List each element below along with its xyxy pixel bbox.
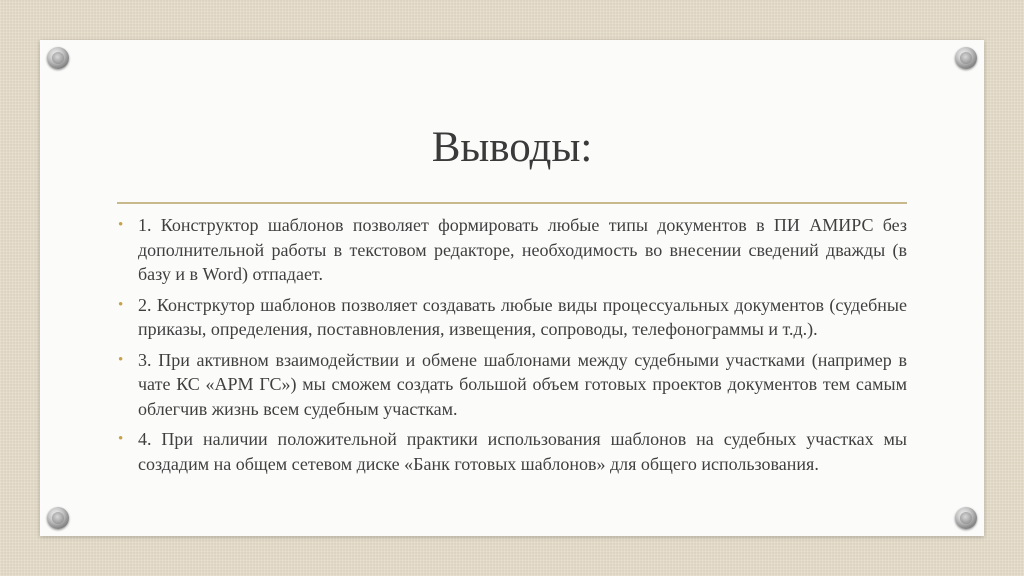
bullet-item-4: [118, 427, 907, 476]
slide-card: [40, 40, 984, 536]
bullet-text-3: 3. При активном взаимодействии и обмене шаблонами между судебными участками (например в чате КС «АРМ ГС») мы сможем создать большой объем готовых проектов документов тем самым облегчив жизнь всем судебным участкам.: [138, 349, 907, 419]
bullet-text-2: 2. Констркутор шаблонов позволяет создавать любые виды процессуальных документов (судебные приказы, определения, поставновления, извещения, сопроводы, телефонограммы и т.д.).: [138, 294, 907, 339]
bullet-dot-icon: •: [118, 217, 124, 233]
title-divider: [117, 202, 907, 204]
bullet-dot-icon: •: [118, 431, 124, 447]
bullet-item-3: [118, 348, 907, 422]
pin-bottom-right-icon: [955, 507, 977, 529]
bullet-text-1: 1. Конструктор шаблонов позволяет формировать любые типы документов в ПИ АМИРС без дополнительной работы в текстовом редакторе, необходимость во внесении сведений дважды (в базу и в Word) отпадает.: [138, 215, 907, 284]
pin-bottom-left-icon: [47, 507, 69, 529]
bullet-text-4: 4. При наличии положительной практики использования шаблонов на судебных участках мы создадим на общем сетевом диске «Банк готовых шаблонов» для общего использования.: [138, 429, 907, 474]
pin-top-right-icon: [955, 47, 977, 69]
bullet-list: [118, 213, 907, 482]
bullet-dot-icon: •: [118, 351, 124, 368]
bullet-item-2: [118, 293, 907, 342]
pin-top-left-icon: [47, 47, 69, 69]
bullet-dot-icon: •: [118, 296, 124, 313]
slide-title: Выводы:: [431, 124, 593, 171]
bullet-item-1: [118, 213, 907, 287]
